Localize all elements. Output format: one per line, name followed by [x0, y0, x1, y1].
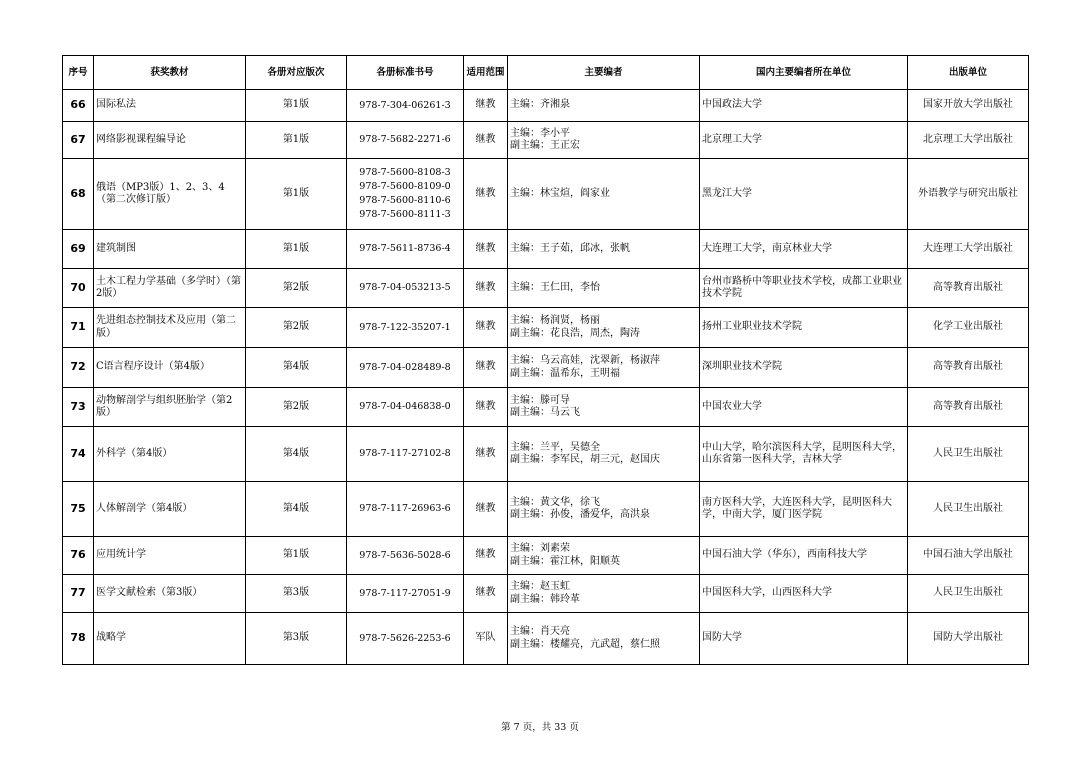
publisher-cell: 高等教育出版社	[908, 269, 1029, 308]
table-row	[63, 90, 1029, 122]
editor-line: 副主编：马云飞	[510, 407, 580, 418]
editor-line: 主编：滕可导	[510, 394, 570, 406]
row-number: 66	[63, 90, 94, 122]
row-number: 75	[63, 482, 94, 537]
edition-cell: 第4版	[246, 482, 347, 537]
isbn-cell	[347, 348, 464, 388]
scope-cell: 继教	[464, 575, 508, 613]
publisher-cell: 外语教学与研究出版社	[908, 159, 1029, 230]
isbn-line: 978-7-117-27051-9	[359, 587, 451, 599]
header-no: 序号	[63, 56, 94, 90]
editor-line: 主编：杨润贤，杨丽	[510, 315, 600, 326]
table-row	[63, 122, 1029, 159]
book-title: 建筑制图	[94, 230, 246, 269]
editor-line: 主编：赵玉虹	[510, 581, 570, 592]
publisher-cell: 高等教育出版社	[908, 388, 1029, 427]
header-title: 获奖教材	[94, 56, 246, 90]
table-row	[63, 613, 1029, 665]
edition-cell: 第3版	[246, 613, 347, 665]
edition-cell: 第1版	[246, 159, 347, 230]
editors-cell	[508, 482, 700, 537]
isbn-cell	[347, 537, 464, 575]
row-number: 74	[63, 427, 94, 482]
editor-line: 副主编：王正宏	[510, 140, 580, 151]
editors-cell	[508, 613, 700, 665]
scope-cell: 继教	[464, 388, 508, 427]
isbn-line: 978-7-5600-8111-3	[359, 209, 451, 220]
table-row	[63, 388, 1029, 427]
row-number: 71	[63, 308, 94, 348]
book-title: 医学文献检索（第3版）	[94, 575, 246, 613]
unit-cell: 中国农业大学	[700, 388, 908, 427]
isbn-cell	[347, 308, 464, 348]
edition-cell: 第2版	[246, 388, 347, 427]
isbn-line: 978-7-5682-2271-6	[359, 134, 451, 145]
editors-cell	[508, 90, 700, 122]
book-title: 土木工程力学基础（多学时）（第2版）	[94, 269, 246, 308]
row-number: 73	[63, 388, 94, 427]
awards-table	[62, 55, 1029, 665]
book-title: 俄语（MP3版）1、2、3、4（第二次修订版）	[94, 159, 246, 230]
isbn-line: 978-7-304-06261-3	[359, 99, 451, 111]
header-edition: 各册对应版次	[246, 56, 347, 90]
edition-cell: 第4版	[246, 348, 347, 388]
editor-line: 主编：兰平，吴德全	[510, 441, 600, 453]
publisher-cell: 国家开放大学出版社	[908, 90, 1029, 122]
book-title: 应用统计学	[94, 537, 246, 575]
scope-cell: 继教	[464, 348, 508, 388]
isbn-line: 978-7-5611-8736-4	[359, 243, 451, 254]
editor-line: 主编：乌云高娃，沈翠新，杨淑萍	[510, 355, 660, 366]
unit-cell: 黑龙江大学	[700, 159, 908, 230]
unit-cell: 中国政法大学	[700, 90, 908, 122]
isbn-line: 978-7-5626-2253-6	[359, 632, 451, 644]
row-number: 70	[63, 269, 94, 308]
scope-cell: 继教	[464, 122, 508, 159]
unit-cell: 大连理工大学，南京林业大学	[700, 230, 908, 269]
editor-line: 副主编：韩玲革	[510, 593, 580, 605]
unit-cell: 扬州工业职业技术学院	[700, 308, 908, 348]
unit-cell: 南方医科大学，大连医科大学，昆明医科大学，中南大学，厦门医学院	[700, 482, 908, 537]
isbn-cell	[347, 482, 464, 537]
publisher-cell: 北京理工大学出版社	[908, 122, 1029, 159]
editors-cell	[508, 388, 700, 427]
edition-cell: 第2版	[246, 269, 347, 308]
isbn-cell	[347, 388, 464, 427]
editor-line: 副主编：温希东，王明福	[510, 367, 620, 379]
editors-cell	[508, 122, 700, 159]
editor-line: 主编：王仁田，李怡	[510, 281, 600, 293]
row-number: 78	[63, 613, 94, 665]
header-editors: 主要编者	[508, 56, 700, 90]
isbn-line: 978-7-04-028489-8	[359, 361, 451, 373]
isbn-cell	[347, 90, 464, 122]
table-row	[63, 427, 1029, 482]
book-title: 战略学	[94, 613, 246, 665]
edition-cell: 第1版	[246, 90, 347, 122]
isbn-cell	[347, 575, 464, 613]
book-title: 网络影视课程编导论	[94, 122, 246, 159]
scope-cell: 继教	[464, 230, 508, 269]
editors-cell	[508, 308, 700, 348]
unit-cell: 中山大学，哈尔滨医科大学，昆明医科大学，山东省第一医科大学，吉林大学	[700, 427, 908, 482]
unit-cell: 中国医科大学，山西医科大学	[700, 575, 908, 613]
isbn-line: 978-7-5600-8110-6	[359, 195, 451, 206]
table-body	[63, 90, 1029, 665]
isbn-line: 978-7-04-046838-0	[359, 401, 451, 412]
header-isbn: 各册标准书号	[347, 56, 464, 90]
editor-line: 副主编：楼耀亮，亢武超，蔡仁照	[510, 638, 660, 650]
editor-line: 主编：林宝煊，阎家业	[510, 187, 610, 199]
edition-cell: 第1版	[246, 537, 347, 575]
header-publisher: 出版单位	[908, 56, 1029, 90]
header-scope: 适用范围	[464, 56, 508, 90]
page-footer: 第 7 页，共 33 页	[501, 722, 579, 733]
scope-cell: 继教	[464, 159, 508, 230]
scope-cell: 继教	[464, 482, 508, 537]
publisher-cell: 中国石油大学出版社	[908, 537, 1029, 575]
editors-cell	[508, 230, 700, 269]
isbn-line: 978-7-04-053213-5	[359, 282, 451, 293]
table-row	[63, 482, 1029, 537]
header-row	[63, 56, 1029, 90]
unit-cell: 中国石油大学（华东），西南科技大学	[700, 537, 908, 575]
book-title: 人体解剖学（第4版）	[94, 482, 246, 537]
isbn-cell	[347, 230, 464, 269]
book-title: 国际私法	[94, 90, 246, 122]
edition-cell: 第2版	[246, 308, 347, 348]
row-number: 68	[63, 159, 94, 230]
table-row	[63, 537, 1029, 575]
publisher-cell: 高等教育出版社	[908, 348, 1029, 388]
edition-cell: 第4版	[246, 427, 347, 482]
editors-cell	[508, 427, 700, 482]
book-title: 动物解剖学与组织胚胎学（第2版）	[94, 388, 246, 427]
editor-line: 主编：肖天亮	[510, 626, 570, 637]
editor-line: 主编：李小平	[510, 127, 570, 139]
row-number: 69	[63, 230, 94, 269]
isbn-cell	[347, 613, 464, 665]
table-row	[63, 230, 1029, 269]
book-title: 先进组态控制技术及应用（第二版）	[94, 308, 246, 348]
editor-line: 主编：王子茹，邱冰，张帆	[510, 242, 630, 254]
isbn-cell	[347, 427, 464, 482]
publisher-cell: 人民卫生出版社	[908, 575, 1029, 613]
unit-cell: 台州市路桥中等职业技术学校，成都工业职业技术学院	[700, 269, 908, 308]
row-number: 67	[63, 122, 94, 159]
publisher-cell: 国防大学出版社	[908, 613, 1029, 665]
table-row	[63, 348, 1029, 388]
unit-cell: 北京理工大学	[700, 122, 908, 159]
isbn-line: 978-7-5600-8108-3	[359, 167, 451, 178]
editors-cell	[508, 269, 700, 308]
book-title: 外科学（第4版）	[94, 427, 246, 482]
isbn-line: 978-7-5636-5028-6	[359, 549, 451, 561]
table-row	[63, 269, 1029, 308]
edition-cell: 第1版	[246, 230, 347, 269]
scope-cell: 继教	[464, 90, 508, 122]
editors-cell	[508, 159, 700, 230]
table-row	[63, 575, 1029, 613]
scope-cell: 继教	[464, 269, 508, 308]
editor-line: 副主编：李军民，胡三元，赵国庆	[510, 454, 660, 465]
isbn-line: 978-7-117-27102-8	[359, 448, 451, 459]
edition-cell: 第3版	[246, 575, 347, 613]
scope-cell: 继教	[464, 537, 508, 575]
editor-line: 主编：黄文华，徐飞	[510, 496, 600, 508]
editors-cell	[508, 348, 700, 388]
unit-cell: 国防大学	[700, 613, 908, 665]
scope-cell: 继教	[464, 427, 508, 482]
publisher-cell: 人民卫生出版社	[908, 482, 1029, 537]
isbn-cell	[347, 122, 464, 159]
table-row	[63, 308, 1029, 348]
isbn-line: 978-7-117-26963-6	[359, 503, 451, 514]
unit-cell: 深圳职业技术学院	[700, 348, 908, 388]
publisher-cell: 人民卫生出版社	[908, 427, 1029, 482]
row-number: 76	[63, 537, 94, 575]
isbn-cell	[347, 159, 464, 230]
header-unit: 国内主要编者所在单位	[700, 56, 908, 90]
table-row	[63, 159, 1029, 230]
scope-cell: 继教	[464, 308, 508, 348]
isbn-line: 978-7-5600-8109-0	[359, 181, 451, 192]
isbn-cell	[347, 269, 464, 308]
scope-cell: 军队	[464, 613, 508, 665]
editor-line: 副主编：花良浩，周杰，陶涛	[510, 327, 640, 339]
editors-cell	[508, 575, 700, 613]
editor-line: 主编：刘素荣	[510, 543, 570, 554]
editors-cell	[508, 537, 700, 575]
isbn-line: 978-7-122-35207-1	[359, 321, 451, 333]
editor-line: 主编：齐湘泉	[510, 99, 570, 111]
publisher-cell: 大连理工大学出版社	[908, 230, 1029, 269]
row-number: 72	[63, 348, 94, 388]
editor-line: 副主编：霍江林，阳顺英	[510, 555, 620, 567]
book-title: C语言程序设计（第4版）	[94, 348, 246, 388]
publisher-cell: 化学工业出版社	[908, 308, 1029, 348]
edition-cell: 第1版	[246, 122, 347, 159]
row-number: 77	[63, 575, 94, 613]
editor-line: 副主编：孙俊，潘爱华，高洪泉	[510, 509, 650, 520]
